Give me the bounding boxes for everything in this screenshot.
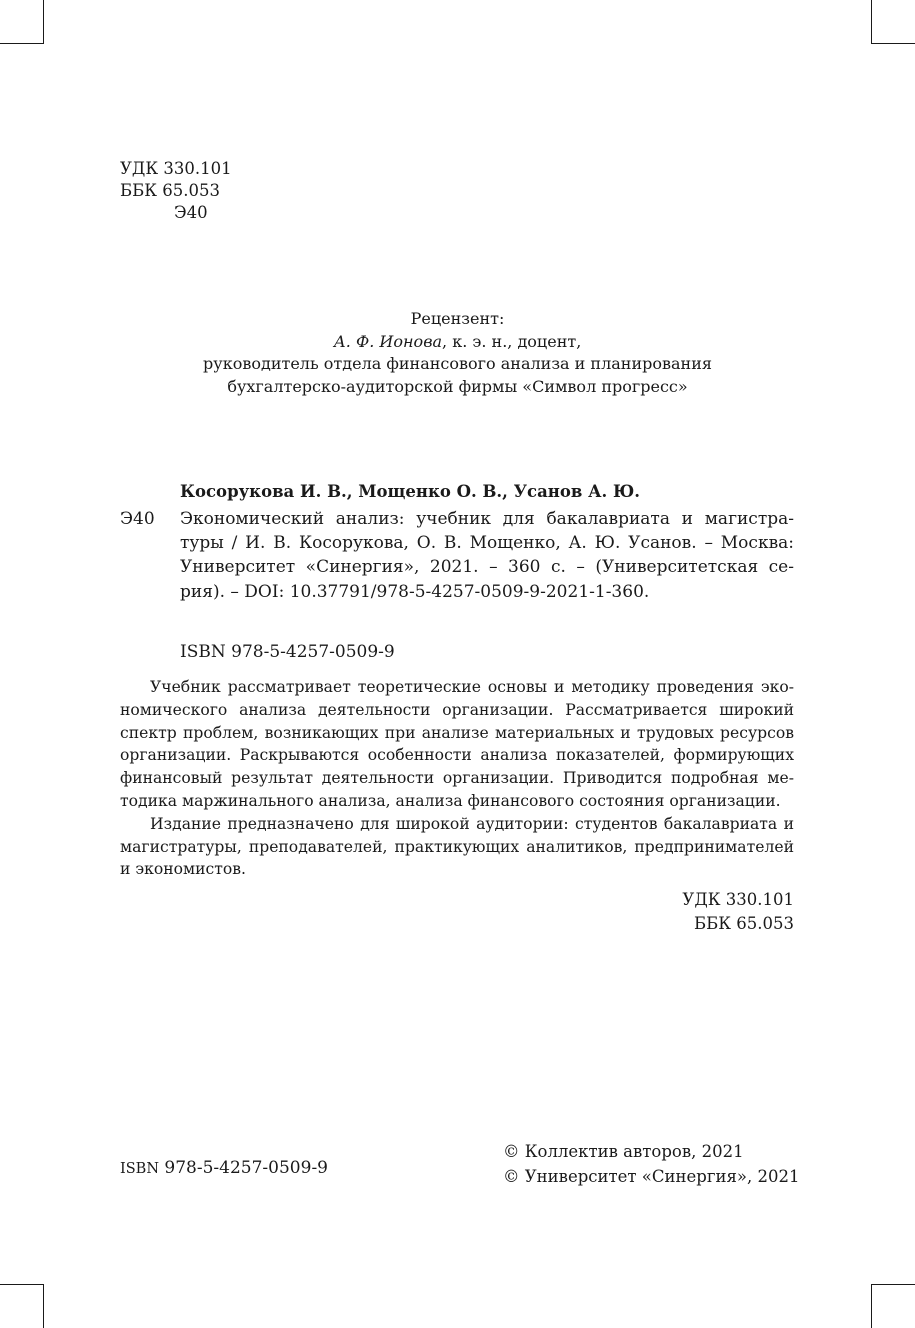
crop-mark-bottom-right-vertical [871,1284,872,1328]
crop-mark-top-left-vertical [43,0,44,44]
reviewer-position: руководитель отдела финансового анализа и планирования [203,354,712,373]
annotation-line: тодика маржинального анализа, анализа финансового состояния организации. [120,791,781,810]
reviewer-heading: Рецензент: [410,309,505,328]
footer-udk-code: УДК 330.101 [682,890,794,909]
reviewer-organization: бухгалтерско-аудиторской фирмы «Символ прогресс» [227,376,688,396]
bibliographic-line: туры / И. В. Косорукова, О. В. Мощенко, А. Ю. Усанов. – Москва: [180,533,794,554]
udk-code: УДК 330.101 [120,159,232,178]
annotation-line: магистратуры, преподавателей, практикующих аналитиков, предпринимателей [120,837,794,856]
crop-mark-bottom-right-horizontal [871,1284,915,1285]
bbk-code: ББК 65.053 [120,181,220,200]
crop-mark-top-left-horizontal [0,43,44,44]
footer-isbn [120,1156,328,1181]
annotation-line: организации. Раскрываются особенности анализа показателей, формирующих [120,746,794,765]
author-mark: Э40 [174,203,208,222]
annotation-line: финансовый результат деятельности организации. Приводится подробная ме- [120,769,794,788]
annotation [120,676,794,881]
isbn-prefix: ISBN [120,1161,160,1177]
crop-mark-top-right-vertical [871,0,872,44]
bibliographic-description [180,507,794,604]
copyright-publisher: © Университет «Синергия», 2021 [503,1167,800,1186]
classification-codes [120,158,232,224]
bibliographic-line: Экономический анализ: учебник для бакалавриата и магистра- [180,509,794,529]
crop-mark-bottom-left-horizontal [0,1284,44,1285]
reviewer-degree: , к. э. н., доцент, [442,331,582,351]
annotation-line: номического анализа деятельности организации. Рассматривается широкий [120,700,794,719]
annotation-line: спектр проблем, возникающих при анализе материальных и трудовых ресурсов [120,723,794,742]
annotation-line: и экономистов. [120,860,247,879]
annotation-line: Учебник рассматривает теоретические основы и методику проведения эко- [150,678,794,696]
crop-mark-bottom-left-vertical [43,1284,44,1328]
annotation-line: Издание предназначено для широкой аудитории: студентов бакалавриата и [150,814,794,833]
catalog-index: Э40 [120,509,155,529]
bibliographic-line: Университет «Синергия», 2021. – 360 с. – (Университетская се- [180,557,794,578]
footer-bbk-code: ББК 65.053 [694,914,794,933]
reviewer-name: А. Ф. Ионова [333,331,443,351]
copyright-authors: © Коллектив авторов, 2021 [503,1142,744,1161]
catalog-isbn: ISBN 978-5-4257-0509-9 [180,642,395,662]
catalog-authors: Косорукова И. В., Мощенко О. В., Усанов А. Ю. [180,482,640,501]
crop-mark-top-right-horizontal [871,43,915,44]
bibliographic-line: рия). – DOI: 10.37791/978-5-4257-0509-9-2021-1-360. [180,581,650,602]
footer-classification-codes [560,888,794,936]
isbn-number: 978-5-4257-0509-9 [159,1158,329,1178]
reviewer-credentials [45,331,870,354]
reviewer-block [45,308,870,398]
copyright-block [503,1139,799,1189]
